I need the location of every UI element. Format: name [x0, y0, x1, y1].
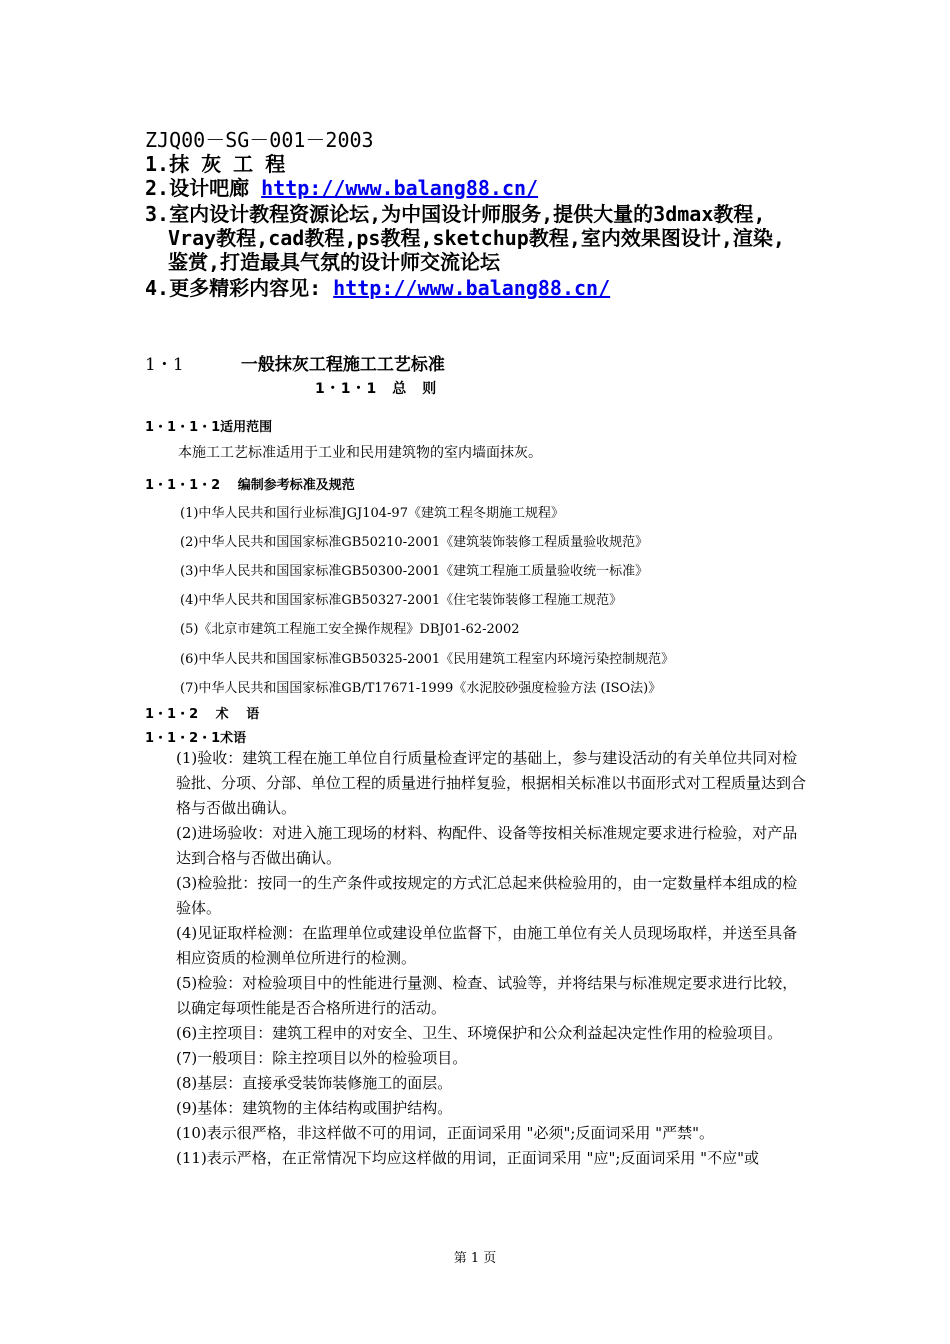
- ref-item: (1)中华人民共和国行业标准JGJ104-97《建筑工程冬期施工规程》: [180, 506, 564, 521]
- ref-item: (3)中华人民共和国国家标准GB50300-2001《建筑工程施工质量验收统一标准》: [180, 564, 649, 579]
- header-line-3a: 3.室内设计教程资源论坛,为中国设计师服务,提供大量的3dmax教程,: [145, 202, 766, 226]
- term-item: (7)一般项目：除主控项目以外的检验项目。: [176, 1049, 468, 1067]
- term-item: (4)见证取样检测：在监理单位或建设单位监督下，由施工单位有关人员现场取样，并送至具备相应资质的检测单位所进行的检测。: [176, 924, 798, 967]
- ref-item: (5)《北京市建筑工程施工安全操作规程》DBJ01-62-2002: [180, 622, 520, 637]
- ref-item: (7)中华人民共和国国家标准GB/T17671-1999《水泥胶砂强度检验方法 (ISO法)》: [180, 681, 662, 696]
- ref-item: (4)中华人民共和国国家标准GB50327-2001《住宅装饰装修工程施工规范》: [180, 593, 623, 608]
- refs-heading: 1・1・1・2 编制参考标准及规范: [145, 478, 355, 493]
- term-item: (11)表示严格，在正常情况下均应这样做的用词，正面词采用 "应";反面词采用 "不应"或: [176, 1149, 759, 1167]
- term-item: (2)进场验收：对进入施工现场的材料、构配件、设备等按相关标准规定要求进行检验，对产品达到合格与否做出确认。: [176, 824, 798, 867]
- term-item: (3)检验批：按同一的生产条件或按规定的方式汇总起来供检验用的，由一定数量样本组成的检验体。: [176, 874, 798, 917]
- page-number: 第 1 页: [453, 1251, 497, 1266]
- header-link-2[interactable]: http://www.balang88.cn/: [333, 276, 611, 300]
- scope-text: 本施工工艺标准适用于工业和民用建筑物的室内墙面抹灰。: [178, 445, 542, 461]
- header-line-3c: 鉴赏,打造最具气氛的设计师交流论坛: [168, 250, 501, 274]
- terms-heading: 1・1・2 术 语: [145, 707, 260, 722]
- doc-code: ZJQ00－SG－001－2003: [145, 128, 374, 152]
- header-line-4: [145, 276, 610, 300]
- ref-item: (6)中华人民共和国国家标准GB50325-2001《民用建筑工程室内环境污染控制规范》: [180, 652, 675, 667]
- doc-title: 1.抹 灰 工 程: [145, 152, 286, 176]
- terms-subheading: 1・1・2・1术语: [145, 731, 247, 746]
- ref-item: (2)中华人民共和国国家标准GB50210-2001《建筑装饰装修工程质量验收规范》: [180, 535, 649, 550]
- header-line-2: [145, 176, 538, 200]
- term-item: (1)验收：建筑工程在施工单位自行质量检查评定的基础上，参与建设活动的有关单位共同对检验批、分项、分部、单位工程的质量进行抽样复验，根据相关标准以书面形式对工程质量达到合格与否做出确认。: [176, 749, 807, 817]
- term-item: (5)检验：对检验项目中的性能进行量测、检查、试验等，并将结果与标准规定要求进行比较，以确定每项性能是否合格所进行的活动。: [176, 974, 798, 1017]
- term-item: (8)基层：直接承受装饰装修施工的面层。: [176, 1074, 453, 1092]
- terms-list: [176, 746, 811, 1171]
- section-title: 一般抹灰工程施工工艺标准: [240, 355, 445, 375]
- section-heading: [145, 350, 445, 375]
- header-line-4-label: 4.更多精彩内容见:: [145, 276, 334, 300]
- scope-heading: 1・1・1・1适用范围: [145, 420, 273, 435]
- header-line-3b: Vray教程,cad教程,ps教程,sketchup教程,室内效果图设计,渲染,: [168, 226, 785, 250]
- term-item: (10)表示很严格，非这样做不可的用词，正面词采用 "必须";反面词采用 "严禁"。: [176, 1124, 714, 1142]
- section-number: 1・1: [145, 355, 184, 375]
- term-item: (6)主控项目：建筑工程申的对安全、卫生、环境保护和公众利益起决定性作用的检验项目。: [176, 1024, 783, 1042]
- term-item: (9)基体：建筑物的主体结构或围护结构。: [176, 1099, 453, 1117]
- subsection-heading: 1・1・1 总 则: [315, 381, 438, 397]
- header-line-2-label: 2.设计吧廊: [145, 176, 262, 200]
- header-link-1[interactable]: http://www.balang88.cn/: [261, 176, 539, 200]
